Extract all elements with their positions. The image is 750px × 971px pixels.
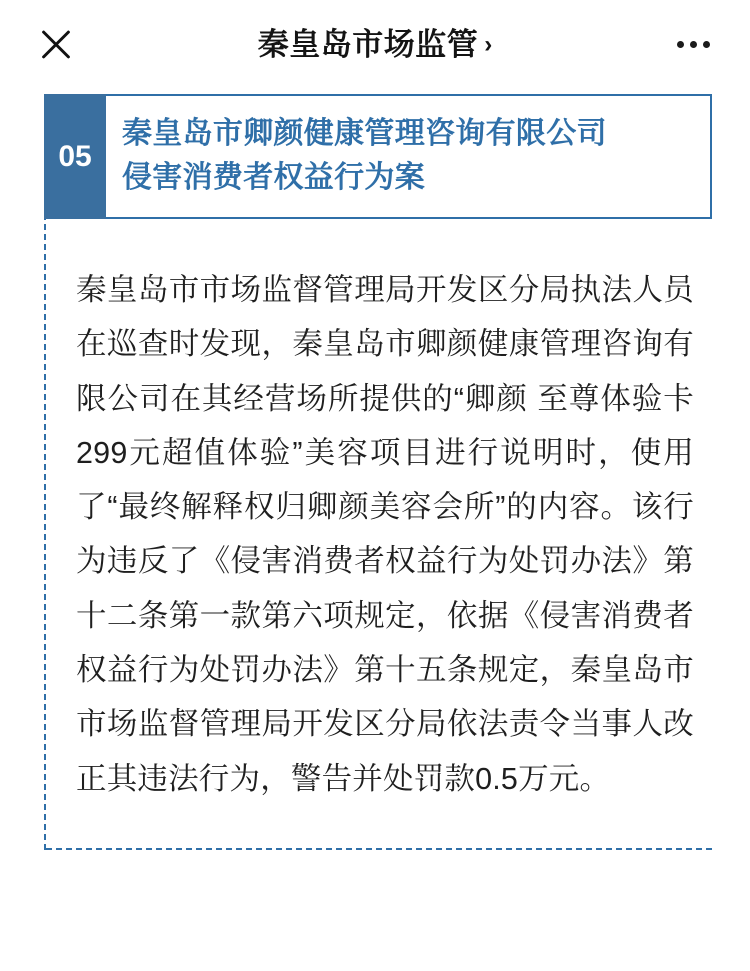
page-title-label: 秦皇岛市场监管 [257,26,479,62]
more-dot [703,41,710,48]
article-title-line: 秦皇岛市卿颜健康管理咨询有限公司 [122,117,607,150]
close-icon[interactable] [34,22,78,66]
more-dot [677,41,684,48]
article-bottom-spacer [44,850,712,884]
article-header [46,94,712,219]
article-frame [44,94,712,850]
page-title-container [0,0,750,88]
chevron-right-icon[interactable]: › [484,31,493,58]
more-dot [690,41,697,48]
page-title[interactable] [257,26,493,62]
top-navigation-bar [0,0,750,88]
article-title [106,94,712,219]
article-title-line: 侵害消费者权益行为案 [122,160,425,194]
article-number-badge: 05 [44,94,106,219]
article-card [44,94,712,884]
article-body [46,219,712,850]
article-body-text: 秦皇岛市市场监督管理局开发区分局执法人员在巡查时发现，秦皇岛市卿颜健康管理咨询有限公司在其经营场所提供的“卿颜 至尊体验卡 299元超值体验”美容项目进行说明时，使用了“最终解释权归卿颜美容会所”的内容。该行为违反了《侵害消费者权益行为处罚办法》第十二条第一款第六项规定，依据《侵害消费者权益行为处罚办法》第十五条规定，秦皇岛市市场监督管理局开发区分局依法责令当事人改正其违法行为，警告并处罚款0.5万元。 [76,273,694,796]
more-dots-icon[interactable] [670,22,716,66]
